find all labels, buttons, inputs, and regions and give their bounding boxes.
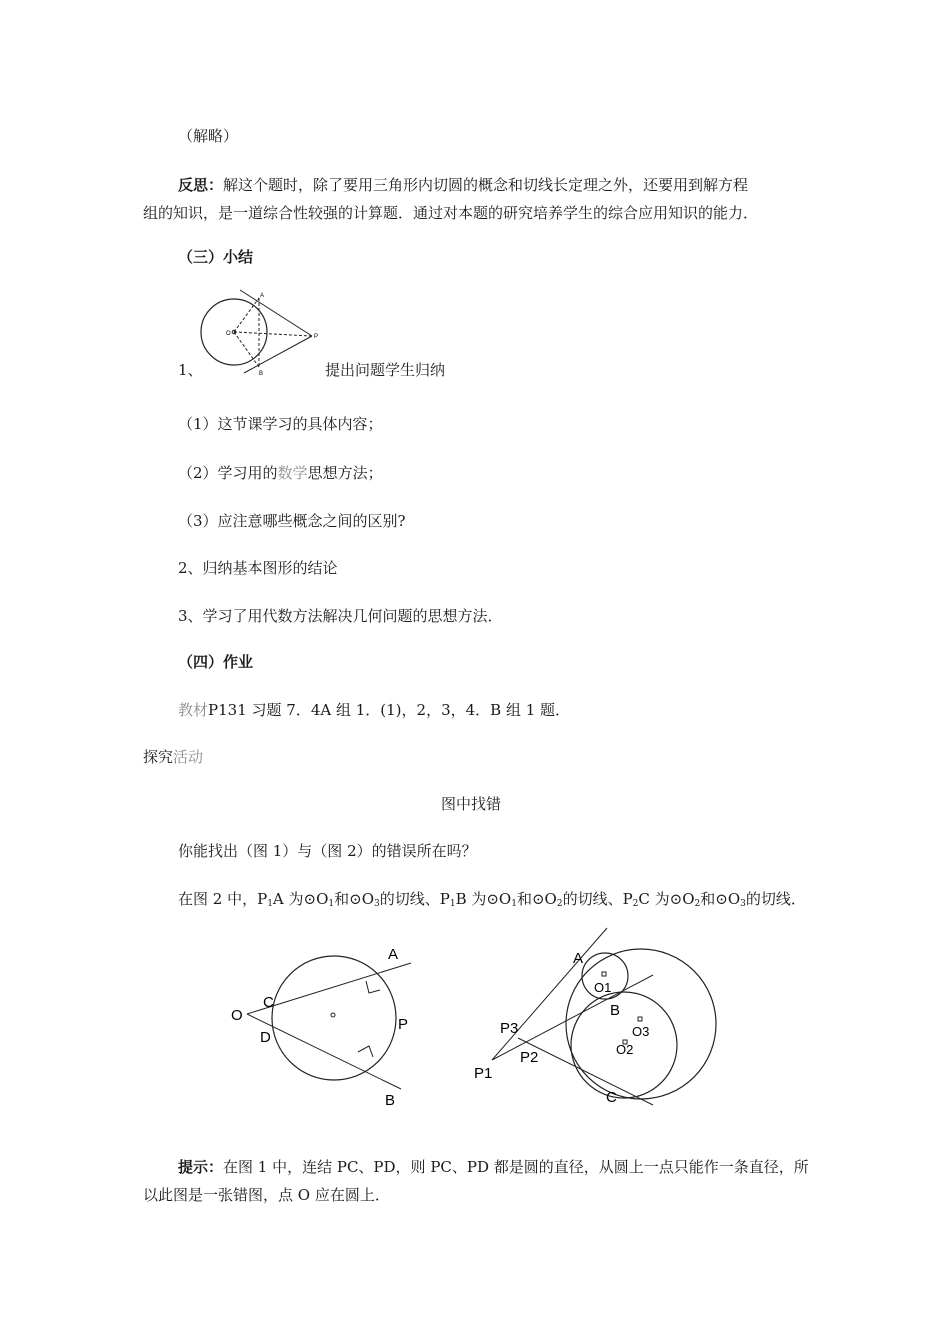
hint-line-1: 在图 1 中，连结 PC、PD，则 PC、PD 都是圆的直径，从圆上一点只能作一条直径，所 bbox=[223, 1158, 809, 1176]
reflection-line-2: 组的知识，是一道综合性较强的计算题．通过对本题的研究培养学生的综合应用知识的能力． bbox=[143, 204, 759, 222]
summary-item-2: 2、归纳基本图形的结论 bbox=[178, 559, 338, 577]
exploration-pre: 探究 bbox=[143, 748, 174, 766]
fig2-desc-sub: 1 bbox=[511, 899, 517, 909]
line-op bbox=[234, 332, 312, 336]
figure-2-label-o1: O1 bbox=[594, 980, 612, 995]
fig2-desc-sub: 1 bbox=[328, 899, 335, 909]
reflection-label: 反思： bbox=[178, 176, 224, 194]
figure-2-label-p1: P1 bbox=[474, 1065, 493, 1082]
figure-2-label-p2: P2 bbox=[520, 1049, 539, 1066]
radius-ob bbox=[234, 332, 259, 367]
summary-item-3: 3、学习了用代数方法解决几何问题的思想方法． bbox=[178, 607, 503, 625]
solution-note: （解略） bbox=[178, 127, 239, 145]
fig-label-p: P bbox=[314, 334, 319, 340]
section-4-heading: （四）作业 bbox=[178, 653, 254, 671]
figure-1-center-dot bbox=[331, 1013, 335, 1017]
figure-2-label-o2: O2 bbox=[616, 1042, 634, 1057]
fig2-desc-part: B 为⊙O bbox=[455, 890, 512, 908]
homework-line bbox=[178, 700, 570, 720]
figure-1-label-a: A bbox=[388, 946, 399, 963]
figure-2-label-o3: O3 bbox=[632, 1024, 650, 1039]
figure-2-label-a: A bbox=[573, 950, 584, 967]
fig2-desc-part: 的切线、P bbox=[379, 890, 450, 908]
right-angle-mark-bottom bbox=[358, 1046, 373, 1057]
summary-sub-2 bbox=[178, 463, 383, 483]
figure-2-label-c: C bbox=[606, 1089, 617, 1106]
fig2-desc-sub: 2 bbox=[694, 899, 701, 909]
radius-oa bbox=[234, 298, 259, 332]
summary-sub-2-pre: （2）学习用的 bbox=[178, 464, 278, 482]
reflection-line-1: 解这个题时，除了要用三角形内切圆的概念和切线长定理之外，还要用到解方程 bbox=[223, 176, 749, 194]
summary-sub-3: （3）应注意哪些概念之间的区别? bbox=[178, 512, 406, 530]
summary-sub-1: （1）这节课学习的具体内容； bbox=[178, 415, 383, 433]
figure-1-label-b: B bbox=[385, 1092, 396, 1109]
figure-1-circle bbox=[272, 956, 396, 1080]
fig2-desc-part: 和⊙O bbox=[516, 890, 557, 908]
fig2-desc-sub: 1 bbox=[449, 899, 456, 909]
tangent-line-pa bbox=[240, 290, 312, 336]
o1-marker bbox=[602, 972, 606, 976]
fig2-desc-part: A 为⊙O bbox=[272, 890, 329, 908]
figure-1-label-o: O bbox=[231, 1007, 243, 1024]
section-3-heading: （三）小结 bbox=[178, 248, 254, 266]
exploration-highlight: 活动 bbox=[173, 748, 204, 766]
hint-label: 提示： bbox=[178, 1158, 224, 1176]
exploration-heading bbox=[143, 747, 203, 767]
fig2-desc-part: 的切线、P bbox=[562, 890, 633, 908]
figure-1-label-d: D bbox=[260, 1029, 271, 1046]
figure-1 bbox=[225, 935, 425, 1115]
figure-2-label-p3: P3 bbox=[500, 1020, 519, 1037]
right-angle-mark-top bbox=[366, 981, 380, 993]
tangent-figure bbox=[196, 288, 326, 378]
summary-item-1-text: 提出问题学生归纳 bbox=[325, 361, 446, 379]
hint-line-2: 以此图是一张错图，点 O 应在圆上． bbox=[143, 1186, 390, 1204]
o3-marker bbox=[638, 1017, 642, 1021]
fig2-desc-sub: 3 bbox=[740, 899, 746, 909]
fig2-desc-sub: 2 bbox=[556, 899, 563, 909]
fig2-desc-sub: 3 bbox=[374, 899, 380, 909]
fig-label-o: O bbox=[226, 331, 231, 337]
fig2-desc-part: 和⊙O bbox=[334, 890, 374, 908]
figure-2-description bbox=[178, 889, 806, 914]
fig2-desc-part: 和⊙O bbox=[700, 890, 741, 908]
fig2-desc-sub: 1 bbox=[267, 899, 273, 909]
figure-2 bbox=[470, 925, 730, 1115]
figure-1-label-c: C bbox=[263, 994, 274, 1011]
homework-prefix: 教材 bbox=[178, 701, 209, 719]
figure-2-label-b: B bbox=[610, 1002, 621, 1019]
fig2-desc-sub: 2 bbox=[632, 899, 639, 909]
summary-sub-2-post: 思想方法； bbox=[307, 464, 383, 482]
fig2-desc-part: 的切线． bbox=[745, 890, 806, 908]
fig-label-b: B bbox=[259, 371, 264, 377]
question-line: 你能找出（图 1）与（图 2）的错误所在吗？ bbox=[178, 842, 477, 860]
find-error-title: 图中找错 bbox=[441, 795, 502, 813]
summary-sub-2-highlight: 数学 bbox=[277, 464, 308, 482]
tangent-line-pb bbox=[244, 336, 312, 373]
fig2-desc-part: C 为⊙O bbox=[638, 890, 695, 908]
fig2-desc-part: 在图 2 中，P bbox=[178, 890, 268, 908]
figure-1-line-ob bbox=[247, 1014, 401, 1089]
homework-text: P131 习题 7．4A 组 1．(1)，2，3，4．B 组 1 题． bbox=[208, 701, 571, 719]
fig-label-a: A bbox=[260, 293, 265, 299]
summary-item-1-prefix: 1、 bbox=[178, 361, 203, 379]
figure-1-label-p: P bbox=[398, 1016, 409, 1033]
